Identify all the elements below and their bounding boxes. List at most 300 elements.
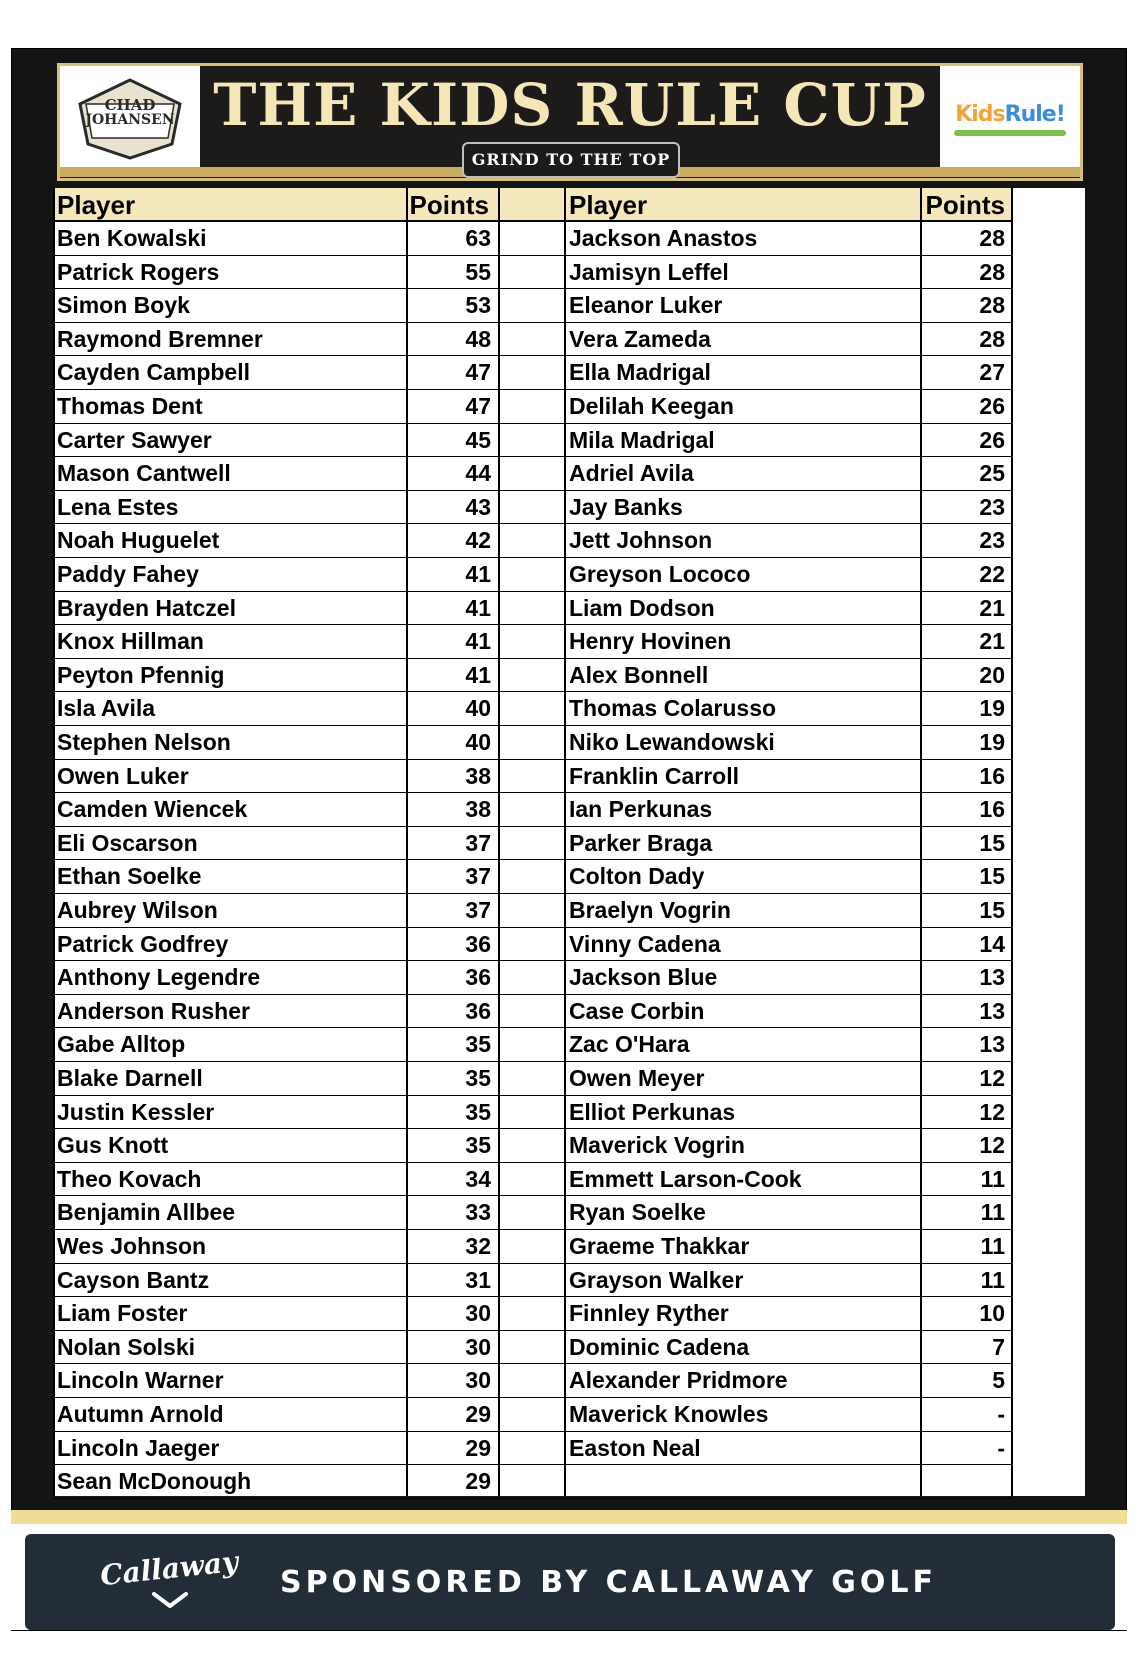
player-points: 36 bbox=[465, 930, 491, 957]
table-row bbox=[565, 793, 921, 827]
player-name: Case Corbin bbox=[569, 997, 705, 1024]
points-cell bbox=[407, 1062, 499, 1096]
player-name: Isla Avila bbox=[57, 695, 156, 722]
points-cell bbox=[921, 1028, 1013, 1062]
points-cell bbox=[407, 1398, 499, 1432]
player-points: 27 bbox=[979, 359, 1005, 386]
table-row bbox=[565, 524, 921, 558]
points-cell bbox=[407, 860, 499, 894]
spacer-cell bbox=[499, 1432, 565, 1466]
player-points: 43 bbox=[465, 493, 491, 520]
player-name: Anthony Legendre bbox=[57, 964, 261, 991]
player-name: Jay Banks bbox=[569, 493, 683, 520]
table-row bbox=[565, 1297, 921, 1331]
points-cell bbox=[407, 289, 499, 323]
table-row bbox=[53, 995, 407, 1029]
points-cell bbox=[407, 1028, 499, 1062]
player-points: - bbox=[997, 1401, 1005, 1427]
player-points: 41 bbox=[465, 561, 491, 587]
player-points: 22 bbox=[979, 561, 1005, 587]
player-points: 36 bbox=[465, 964, 491, 991]
points-cell bbox=[407, 558, 499, 592]
points-cell bbox=[407, 625, 499, 659]
table-row bbox=[53, 1129, 407, 1163]
points-cell bbox=[407, 726, 499, 760]
kids-logo-part2: Rule! bbox=[1004, 102, 1065, 127]
player-points: 30 bbox=[465, 1300, 491, 1327]
player-name: Finnley Ryther bbox=[569, 1300, 729, 1327]
points-cell bbox=[921, 1297, 1013, 1331]
spacer-cell bbox=[499, 1096, 565, 1130]
table-row bbox=[53, 323, 407, 357]
player-points: 28 bbox=[979, 225, 1005, 251]
player-name: Simon Boyk bbox=[57, 292, 190, 319]
spacer-cell bbox=[499, 356, 565, 390]
points-cell bbox=[921, 1398, 1013, 1432]
spacer-cell bbox=[499, 928, 565, 962]
standings-table bbox=[53, 188, 1085, 1496]
spacer-cell bbox=[499, 1364, 565, 1398]
player-name: Cayson Bantz bbox=[57, 1266, 210, 1293]
player-points: 33 bbox=[465, 1199, 491, 1226]
spacer-cell bbox=[499, 860, 565, 894]
spacer-cell bbox=[499, 1196, 565, 1230]
player-points: 41 bbox=[465, 594, 491, 621]
header-points-left-label: Points bbox=[409, 190, 489, 220]
player-points: 41 bbox=[465, 661, 491, 688]
table-row bbox=[53, 1264, 407, 1298]
player-name: Jamisyn Leffel bbox=[569, 258, 729, 285]
callaway-logo-text: Callaway bbox=[98, 1544, 240, 1593]
player-points: 28 bbox=[979, 325, 1005, 352]
points-cell bbox=[921, 1062, 1013, 1096]
points-cell bbox=[407, 1196, 499, 1230]
player-name: Jackson Blue bbox=[569, 964, 718, 991]
player-name: Jett Johnson bbox=[569, 527, 713, 554]
spacer-cell bbox=[499, 457, 565, 491]
points-cell bbox=[407, 1465, 499, 1499]
player-points: 42 bbox=[465, 527, 491, 554]
player-name: Eli Oscarson bbox=[57, 829, 198, 856]
player-points: 13 bbox=[979, 964, 1005, 991]
points-cell bbox=[921, 457, 1013, 491]
points-cell bbox=[921, 424, 1013, 458]
points-cell bbox=[407, 1129, 499, 1163]
player-points: 37 bbox=[465, 829, 491, 856]
points-cell bbox=[921, 692, 1013, 726]
table-row bbox=[53, 457, 407, 491]
points-cell bbox=[921, 390, 1013, 424]
points-cell bbox=[407, 1096, 499, 1130]
points-cell bbox=[407, 256, 499, 290]
player-name: Franklin Carroll bbox=[569, 762, 739, 789]
spacer-cell bbox=[499, 961, 565, 995]
player-name: Alexander Pridmore bbox=[569, 1367, 788, 1394]
header-player-left-label: Player bbox=[57, 190, 136, 220]
player-points: 13 bbox=[979, 1031, 1005, 1058]
table-row bbox=[565, 894, 921, 928]
table-row bbox=[53, 692, 407, 726]
points-cell bbox=[921, 860, 1013, 894]
player-name: Vinny Cadena bbox=[569, 930, 721, 957]
player-name: Grayson Walker bbox=[569, 1266, 744, 1293]
points-cell bbox=[921, 289, 1013, 323]
grid-line bbox=[53, 188, 55, 1496]
points-cell bbox=[921, 558, 1013, 592]
player-points: 12 bbox=[979, 1098, 1005, 1125]
table-row bbox=[565, 1230, 921, 1264]
points-cell bbox=[407, 1264, 499, 1298]
table-row bbox=[53, 760, 407, 794]
spacer-cell bbox=[499, 592, 565, 626]
table-row bbox=[565, 558, 921, 592]
points-cell bbox=[921, 928, 1013, 962]
player-name: Patrick Rogers bbox=[57, 258, 220, 285]
points-cell bbox=[407, 659, 499, 693]
points-cell bbox=[407, 827, 499, 861]
points-cell bbox=[921, 995, 1013, 1029]
player-name: Aubrey Wilson bbox=[57, 897, 218, 923]
spacer-cell bbox=[499, 760, 565, 794]
table-row bbox=[565, 457, 921, 491]
player-points: 14 bbox=[979, 930, 1005, 957]
table-row bbox=[565, 491, 921, 525]
player-name: Gabe Alltop bbox=[57, 1031, 186, 1058]
spacer-cell bbox=[499, 1297, 565, 1331]
player-name: Elliot Perkunas bbox=[569, 1098, 736, 1125]
table-row bbox=[565, 1465, 921, 1499]
table-row bbox=[53, 1398, 407, 1432]
spacer-cell bbox=[499, 692, 565, 726]
points-cell bbox=[921, 961, 1013, 995]
table-row bbox=[53, 491, 407, 525]
table-row bbox=[53, 1028, 407, 1062]
spacer-cell bbox=[499, 289, 565, 323]
player-points: 63 bbox=[465, 225, 491, 251]
spacer-cell bbox=[499, 827, 565, 861]
table-row bbox=[565, 1129, 921, 1163]
points-cell bbox=[407, 692, 499, 726]
points-cell bbox=[921, 760, 1013, 794]
player-name: Graeme Thakkar bbox=[569, 1233, 750, 1259]
points-cell bbox=[921, 659, 1013, 693]
points-cell bbox=[921, 524, 1013, 558]
spacer-cell bbox=[499, 1465, 565, 1499]
player-points: 10 bbox=[979, 1300, 1005, 1327]
points-cell bbox=[407, 760, 499, 794]
player-name: Peyton Pfennig bbox=[57, 661, 225, 688]
player-points: 55 bbox=[465, 258, 491, 285]
table-row bbox=[53, 1196, 407, 1230]
player-points: 19 bbox=[979, 729, 1005, 755]
player-name: Easton Neal bbox=[569, 1434, 701, 1461]
header-spacer bbox=[499, 188, 565, 222]
player-name: Parker Braga bbox=[569, 829, 713, 856]
table-row bbox=[53, 894, 407, 928]
table-row bbox=[565, 356, 921, 390]
player-points: 26 bbox=[979, 393, 1005, 419]
points-cell bbox=[407, 928, 499, 962]
table-row bbox=[565, 1196, 921, 1230]
table-row bbox=[565, 726, 921, 760]
points-cell bbox=[921, 1465, 1013, 1499]
spacer-cell bbox=[499, 558, 565, 592]
table-row bbox=[53, 256, 407, 290]
player-points: 35 bbox=[465, 1065, 491, 1091]
player-points: 30 bbox=[465, 1333, 491, 1360]
player-name: Sean McDonough bbox=[57, 1468, 252, 1495]
points-cell bbox=[407, 356, 499, 390]
header-player-left bbox=[53, 188, 407, 222]
points-cell bbox=[921, 1230, 1013, 1264]
player-points: 29 bbox=[465, 1401, 491, 1427]
player-name: Lincoln Warner bbox=[57, 1367, 224, 1394]
points-cell bbox=[921, 793, 1013, 827]
player-name: Delilah Keegan bbox=[569, 393, 734, 419]
points-cell bbox=[921, 625, 1013, 659]
player-name: Autumn Arnold bbox=[57, 1401, 224, 1427]
table-row bbox=[53, 1432, 407, 1466]
player-name: Maverick Knowles bbox=[569, 1401, 769, 1427]
points-cell bbox=[921, 592, 1013, 626]
table-row bbox=[565, 1028, 921, 1062]
player-name: Ethan Soelke bbox=[57, 863, 202, 890]
player-points: 30 bbox=[465, 1367, 491, 1394]
table-row bbox=[565, 961, 921, 995]
points-cell bbox=[921, 894, 1013, 928]
player-points: 45 bbox=[465, 426, 491, 453]
spacer-cell bbox=[499, 390, 565, 424]
table-row bbox=[53, 390, 407, 424]
player-points: 32 bbox=[465, 1233, 491, 1259]
player-points: 37 bbox=[465, 897, 491, 923]
table-row bbox=[565, 1432, 921, 1466]
points-cell bbox=[407, 1163, 499, 1197]
player-points: 29 bbox=[465, 1434, 491, 1461]
table-row bbox=[53, 356, 407, 390]
player-points: 48 bbox=[465, 325, 491, 352]
table-row bbox=[565, 827, 921, 861]
player-name: Liam Foster bbox=[57, 1300, 188, 1327]
table-row bbox=[53, 961, 407, 995]
player-name: Benjamin Allbee bbox=[57, 1199, 236, 1226]
player-name: Patrick Godfrey bbox=[57, 930, 229, 957]
points-cell bbox=[407, 1230, 499, 1264]
player-points: 53 bbox=[465, 292, 491, 319]
table-row bbox=[53, 1062, 407, 1096]
player-points: 31 bbox=[465, 1266, 491, 1293]
player-points: 19 bbox=[979, 695, 1005, 722]
spacer-cell bbox=[499, 894, 565, 928]
player-points: 12 bbox=[979, 1132, 1005, 1159]
player-name: Maverick Vogrin bbox=[569, 1132, 745, 1159]
player-points: 47 bbox=[465, 359, 491, 386]
player-points: 26 bbox=[979, 426, 1005, 453]
points-cell bbox=[407, 1364, 499, 1398]
player-points: 38 bbox=[465, 762, 491, 789]
table-row bbox=[565, 928, 921, 962]
player-name: Dominic Cadena bbox=[569, 1333, 750, 1360]
player-points: 35 bbox=[465, 1031, 491, 1058]
table-row bbox=[565, 1163, 921, 1197]
player-name: Liam Dodson bbox=[569, 594, 715, 621]
table-row bbox=[53, 289, 407, 323]
spacer-cell bbox=[499, 424, 565, 458]
table-row bbox=[53, 625, 407, 659]
table-row bbox=[565, 1096, 921, 1130]
points-cell bbox=[407, 1297, 499, 1331]
player-name: Brayden Hatczel bbox=[57, 594, 236, 621]
kids-rule-logo-text bbox=[944, 102, 1076, 127]
player-name: Adriel Avila bbox=[569, 460, 694, 487]
points-cell bbox=[921, 1364, 1013, 1398]
table-row bbox=[565, 659, 921, 693]
player-name: Theo Kovach bbox=[57, 1165, 202, 1192]
table-row bbox=[53, 827, 407, 861]
player-points: 28 bbox=[979, 292, 1005, 319]
player-name: Anderson Rusher bbox=[57, 997, 250, 1024]
player-name: Ella Madrigal bbox=[569, 359, 711, 386]
player-name: Emmett Larson-Cook bbox=[569, 1165, 802, 1192]
table-row bbox=[53, 860, 407, 894]
player-points: 40 bbox=[465, 729, 491, 755]
spacer-cell bbox=[499, 256, 565, 290]
table-row bbox=[53, 928, 407, 962]
header-player-right-label: Player bbox=[569, 190, 648, 220]
player-name: Paddy Fahey bbox=[57, 561, 199, 587]
points-cell bbox=[921, 1163, 1013, 1197]
points-cell bbox=[921, 356, 1013, 390]
points-cell bbox=[921, 1096, 1013, 1130]
kids-logo-part1: Kids bbox=[955, 102, 1005, 127]
table-row bbox=[565, 625, 921, 659]
points-cell bbox=[407, 491, 499, 525]
spacer-cell bbox=[499, 659, 565, 693]
player-name: Lincoln Jaeger bbox=[57, 1434, 220, 1461]
player-name: Thomas Colarusso bbox=[569, 695, 777, 722]
player-points: 11 bbox=[980, 1233, 1005, 1259]
player-name: Owen Luker bbox=[57, 762, 189, 789]
points-cell bbox=[921, 323, 1013, 357]
table-row bbox=[53, 1096, 407, 1130]
logo-line-1: CHAD bbox=[104, 96, 156, 114]
table-row bbox=[53, 222, 407, 256]
player-points: 25 bbox=[979, 460, 1005, 487]
footer-gold-band bbox=[11, 1510, 1127, 1524]
table-row bbox=[565, 1062, 921, 1096]
chevron-down-icon bbox=[150, 1590, 190, 1610]
table-row bbox=[53, 793, 407, 827]
table-row bbox=[53, 592, 407, 626]
table-row bbox=[565, 1331, 921, 1365]
page-title: THE KIDS RULE CUP bbox=[213, 71, 927, 139]
table-row bbox=[53, 1465, 407, 1499]
player-name: Zac O'Hara bbox=[569, 1031, 690, 1058]
player-points: 11 bbox=[980, 1199, 1005, 1226]
player-points: 44 bbox=[465, 460, 491, 487]
table-row bbox=[565, 760, 921, 794]
points-cell bbox=[407, 222, 499, 256]
grid-line bbox=[564, 188, 566, 1496]
player-name: Greyson Lococo bbox=[569, 561, 751, 587]
player-points: - bbox=[997, 1434, 1005, 1461]
player-name: Jackson Anastos bbox=[569, 225, 758, 251]
points-cell bbox=[407, 592, 499, 626]
player-name: Ian Perkunas bbox=[569, 796, 713, 823]
player-name: Ben Kowalski bbox=[57, 225, 207, 251]
player-points: 36 bbox=[465, 997, 491, 1024]
spacer-cell bbox=[499, 1398, 565, 1432]
spacer-cell bbox=[499, 1163, 565, 1197]
player-points: 13 bbox=[979, 997, 1005, 1024]
header-player-right bbox=[565, 188, 921, 222]
kids-rule-logo bbox=[940, 66, 1080, 167]
table-row bbox=[565, 860, 921, 894]
grid-line bbox=[1011, 188, 1013, 1496]
spacer-cell bbox=[499, 793, 565, 827]
points-cell bbox=[407, 424, 499, 458]
table-row bbox=[565, 256, 921, 290]
player-points: 5 bbox=[992, 1367, 1005, 1394]
table-row bbox=[53, 1297, 407, 1331]
spacer-cell bbox=[499, 1129, 565, 1163]
header-points-left bbox=[407, 188, 499, 222]
player-points: 23 bbox=[979, 527, 1005, 554]
grid-line bbox=[406, 188, 408, 1496]
player-name: Ryan Soelke bbox=[569, 1199, 706, 1226]
points-cell bbox=[407, 457, 499, 491]
player-name: Vera Zameda bbox=[569, 325, 711, 352]
spacer-cell bbox=[499, 1028, 565, 1062]
table-row bbox=[565, 323, 921, 357]
table-row bbox=[565, 390, 921, 424]
player-name: Carter Sawyer bbox=[57, 426, 212, 453]
table-row bbox=[565, 1398, 921, 1432]
academy-badge-icon bbox=[72, 74, 188, 160]
spacer-cell bbox=[499, 995, 565, 1029]
player-name: Lena Estes bbox=[57, 493, 179, 520]
points-cell bbox=[921, 222, 1013, 256]
points-cell bbox=[407, 1432, 499, 1466]
player-name: Owen Meyer bbox=[569, 1065, 705, 1091]
table-row bbox=[53, 1364, 407, 1398]
points-cell bbox=[407, 524, 499, 558]
table-row bbox=[565, 424, 921, 458]
player-name: Knox Hillman bbox=[57, 628, 204, 655]
logo-line-3: GOLF ACADEMY bbox=[97, 130, 163, 139]
table-row bbox=[565, 995, 921, 1029]
points-cell bbox=[407, 1331, 499, 1365]
table-row bbox=[565, 1264, 921, 1298]
points-cell bbox=[407, 961, 499, 995]
points-cell bbox=[921, 1432, 1013, 1466]
points-cell bbox=[921, 256, 1013, 290]
player-points: 15 bbox=[979, 897, 1005, 923]
grid-line bbox=[498, 188, 500, 1496]
points-cell bbox=[921, 1264, 1013, 1298]
player-name: Noah Huguelet bbox=[57, 527, 220, 554]
points-cell bbox=[921, 827, 1013, 861]
table-row bbox=[565, 592, 921, 626]
header-points-right bbox=[921, 188, 1013, 222]
points-cell bbox=[921, 1129, 1013, 1163]
table-row bbox=[53, 1163, 407, 1197]
player-points: 28 bbox=[979, 258, 1005, 285]
spacer-cell bbox=[499, 1062, 565, 1096]
player-points: 16 bbox=[979, 762, 1005, 789]
player-points: 47 bbox=[465, 393, 491, 419]
player-name: Mason Cantwell bbox=[57, 460, 231, 487]
